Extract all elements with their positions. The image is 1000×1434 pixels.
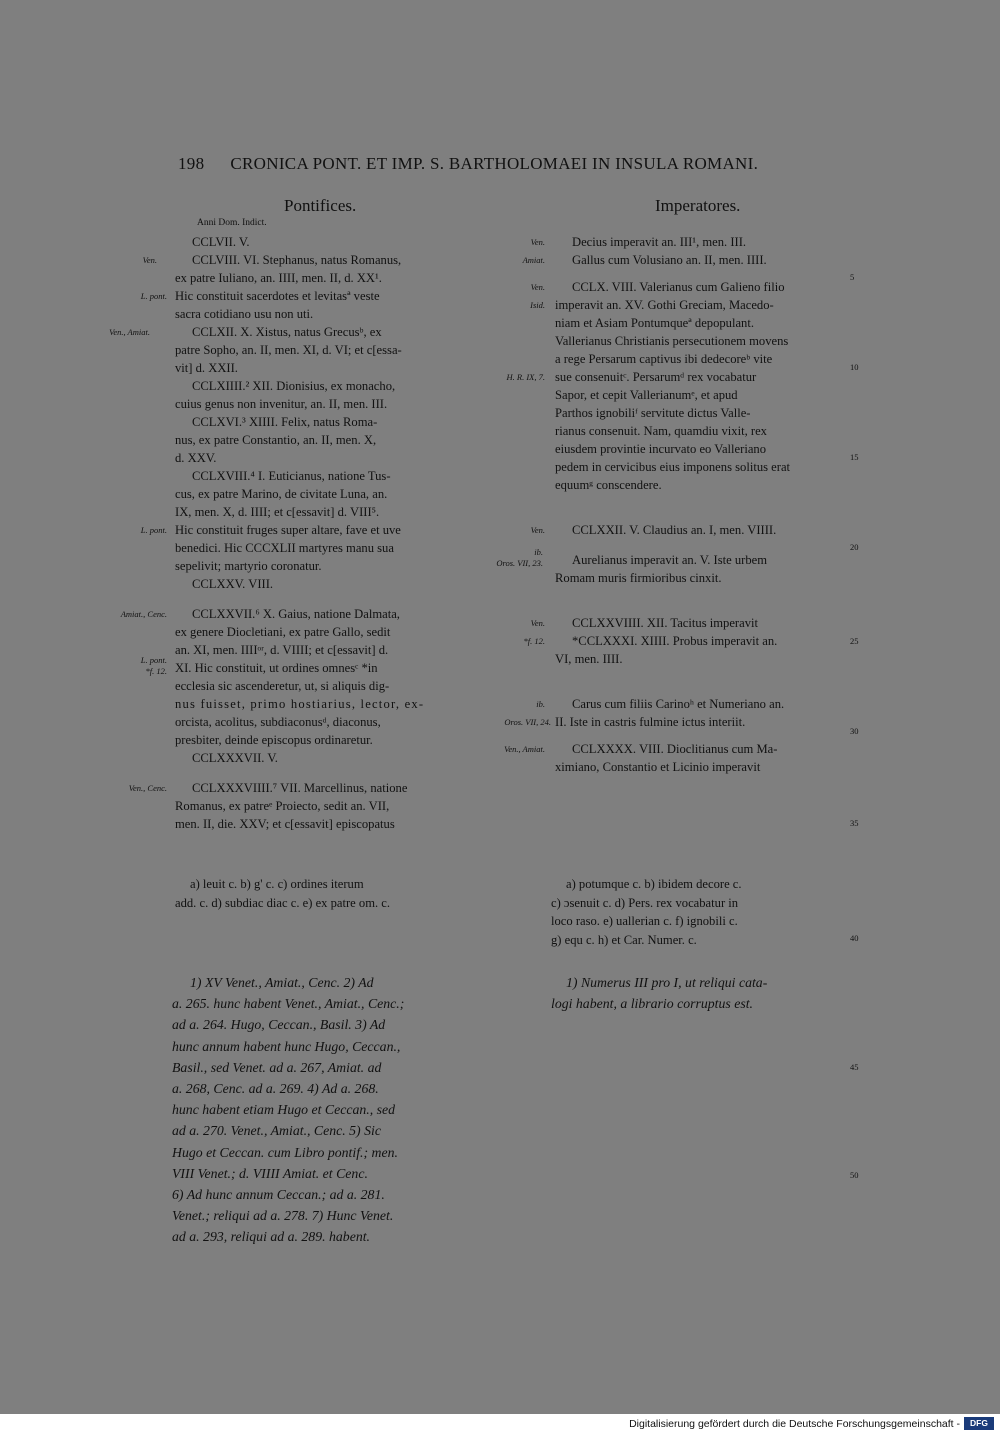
text-line: Ven., Amiat. CCLXII. X. Xistus, natus Grecusᵇ, ex [175, 323, 470, 341]
text-line: Sapor, et cepit Vallerianumᵉ, et apud [555, 388, 738, 402]
text-line: d. XXV. [175, 451, 217, 465]
text-line: nus, ex patre Constantio, an. II, men. X, [175, 433, 377, 447]
text-line: Vallerianus Christianis persecutionem movens [555, 334, 789, 348]
line-number: 30 [850, 726, 859, 736]
text-line: Ven. CCLX. VIII. Valerianus cum Galieno filio [555, 278, 850, 296]
spacer [555, 539, 850, 551]
margin-note: Oros. VII, 23. [496, 558, 543, 568]
footnote-line: a. 265. hunc habent Venet., Amiat., Cenc.; [172, 996, 405, 1012]
text-line: cus, ex patre Marino, de civitate Luna, an. [175, 487, 388, 501]
margin-note: Ven. [530, 525, 545, 535]
line-number: 5 [850, 272, 855, 282]
footnote-line: hunc annum habent hunc Hugo, Ceccan., [172, 1038, 401, 1054]
text-line: Ven., Cenc. CCLXXXVIIII.⁷ VII. Marcellinus, natione [175, 779, 470, 797]
text-line: patre Sopho, an. II, men. XI, d. VI; et c[essa- [175, 343, 402, 357]
text-line: ecclesia sic ascenderetur, ut, si aliquis dig- [175, 679, 390, 693]
line-number: 25 [850, 636, 859, 646]
text-line: pedem in cervicibus eius imponens solitus erat [555, 460, 791, 474]
apparatus-line: a) leuit c. b) g' c. c) ordines iterum [190, 877, 364, 891]
text-line: ex patre Iuliano, an. IIII, men. II, d. XX¹. [175, 271, 382, 285]
text-line: ib. Oros. VII, 23. Aurelianus imperavit an. V. Iste urbem [555, 551, 850, 569]
margin-note: *f. 12. [523, 636, 545, 646]
spacer [555, 731, 850, 740]
line-number: 10 [850, 362, 859, 372]
margin-note: Ven. [530, 237, 545, 247]
apparatus-line: g) equ c. h) et Car. Numer. c. [551, 932, 697, 947]
digitization-footer [0, 1414, 1000, 1434]
text-line: ximiano, Constantio et Licinio imperavit [555, 760, 761, 774]
margin-note: H. R. IX, 7. [506, 372, 545, 382]
apparatus-line: loco raso. e) uallerian c. f) ignobili c. [551, 914, 738, 928]
text-line: L. pont. Hic constituit fruges super altare, fave et uve [175, 521, 470, 539]
page-number: 198 [178, 154, 205, 173]
footnote-line: 1) XV Venet., Amiat., Cenc. 2) Ad [190, 975, 374, 990]
footnote-line: logi habent, a librario corruptus est. [551, 996, 753, 1012]
text-line: niam et Asiam Pontumqueª depopulant. [555, 316, 755, 330]
text-line: IX, men. X, d. IIII; et c[essavit] d. VIII⁵. [175, 505, 380, 519]
heading-pontifices: Pontifices. [284, 196, 357, 215]
running-title: CRONICA PONT. ET IMP. S. BARTHOLOMAEI IN INSULA ROMANI. [230, 154, 759, 173]
margin-note: Ven. [530, 282, 545, 292]
text-line: Parthos ignobiliᶠ servitute dictus Valle- [555, 406, 751, 420]
text-line: eiusdem provintie incurvato eo Valleriano [555, 442, 766, 456]
footnote-line: ad a. 264. Hugo, Ceccan., Basil. 3) Ad [172, 1017, 386, 1033]
spacer [555, 269, 850, 278]
text-line: VI, men. IIII. [555, 652, 623, 666]
spacer [555, 587, 850, 614]
line-number: 50 [850, 1170, 859, 1180]
margin-note: L. pont. [140, 655, 167, 665]
spacer [175, 593, 470, 605]
line-number: 20 [850, 542, 859, 552]
text-line: orcista, acolitus, subdiaconusᵈ, diaconus, [175, 715, 381, 729]
text-line: benedici. Hic CCCXLII martyres manu sua [175, 541, 394, 555]
text-line: Ven., Amiat. CCLXXXX. VIII. Dioclitianus cum Ma- [555, 740, 850, 758]
text-line: CCLXXV. VIII. [192, 577, 274, 591]
margin-note: ib. [534, 547, 543, 557]
text-line: rianus consenuit. Nam, quamdiu vixit, rex [555, 424, 767, 438]
footnote-line: Hugo et Ceccan. cum Libro pontif.; men. [172, 1144, 398, 1160]
text-line: *f. 12. *CCLXXXI. XIIII. Probus imperavit an. [555, 632, 850, 650]
margin-note: Isid. [530, 300, 545, 310]
margin-note: Ven. [142, 255, 157, 265]
text-line: Ven. CCLXXVIIII. XII. Tacitus imperavit [555, 614, 850, 632]
footnote-line: VIII Venet.; d. VIIII Amiat. et Cenc. [172, 1165, 368, 1181]
footer-text: Digitalisierung gefördert durch die Deutsche Forschungsgemeinschaft - [629, 1418, 960, 1430]
text-line: Amiat. Gallus cum Volusiano an. II, men. IIII. [555, 251, 850, 269]
text-line: CCLVII. V. [192, 235, 250, 249]
column-subheading: Anni Dom. Indict. [197, 218, 267, 228]
footnotes-left [172, 972, 472, 1248]
text-line: Ven. CCLXXII. V. Claudius an. I, men. VIIII. [555, 521, 850, 539]
right-column [496, 233, 850, 776]
text-line: CCLXVIII.⁴ I. Euticianus, natione Tus- [192, 469, 391, 483]
footnote-line: Basil., sed Venet. ad a. 267, Amiat. ad [172, 1059, 382, 1075]
heading-imperatores: Imperatores. [655, 196, 741, 215]
text-line: Isid. imperavit an. XV. Gothi Greciam, Macedo- [555, 296, 850, 314]
text-line: L. pont. *f. 12. XI. Hic constituit, ut ordines omnesᶜ *in [175, 659, 470, 677]
apparatus-left [175, 875, 470, 912]
text-line: ex genere Diocletiani, ex patre Gallo, sedit [175, 625, 391, 639]
text-line: men. II, die. XXV; et c[essavit] episcopatus [175, 817, 395, 831]
text-line: Ven. Decius imperavit an. III¹, men. III. [555, 233, 850, 251]
text-line: L. pont. Hic constituit sacerdotes et levitasª veste [175, 287, 470, 305]
apparatus-right [551, 875, 851, 949]
footnote-line: a. 268, Cenc. ad a. 269. 4) Ad a. 268. [172, 1081, 379, 1097]
left-column [109, 233, 470, 833]
text-line: equumᵍ conscendere. [555, 478, 662, 492]
apparatus-line: a) potumque c. b) ibidem decore c. [566, 877, 742, 891]
text-line: sacra cotidiano usu non uti. [175, 307, 314, 321]
margin-note: Ven., Amiat. [109, 327, 150, 337]
footnote-line: ad a. 293, reliqui ad a. 289. habent. [172, 1229, 370, 1245]
footnote-line: Venet.; reliqui ad a. 278. 7) Hunc Venet. [172, 1208, 394, 1224]
text-line: vit] d. XXII. [175, 361, 238, 375]
text-line: CCLXXXVII. V. [192, 751, 278, 765]
footnote-line: 6) Ad hunc annum Ceccan.; ad a. 281. [172, 1187, 385, 1203]
text-line: CCLXIIII.² XII. Dionisius, ex monacho, [192, 379, 396, 393]
text-line: Romanus, ex patreᵉ Proiecto, sedit an. VII, [175, 799, 390, 813]
margin-note: Ven., Amiat. [504, 744, 545, 754]
footnote-line: hunc habent etiam Hugo et Ceccan., sed [172, 1102, 395, 1118]
margin-note: L. pont. [140, 525, 167, 535]
text-line: cuius genus non invenitur, an. II, men. III. [175, 397, 388, 411]
margin-note: Oros. VII, 24. [504, 717, 551, 727]
margin-note: Ven. [530, 618, 545, 628]
text-line: a rege Persarum captivus ibi dedecoreᵇ vite [555, 352, 773, 366]
folio-note: *f. 12. [145, 666, 167, 676]
line-number: 35 [850, 818, 859, 828]
spacer [555, 668, 850, 695]
text-line: CCLXVI.³ XIIII. Felix, natus Roma- [192, 415, 378, 429]
text-line: an. XI, men. IIIIᵒʳ, d. VIIII; et c[essavit] d. [175, 643, 389, 657]
margin-note: Amiat. [522, 255, 545, 265]
footnote-line: 1) Numerus III pro I, ut reliqui cata- [566, 975, 768, 990]
margin-note: L. pont. [140, 291, 167, 301]
margin-note: Ven., Cenc. [128, 783, 167, 793]
text-line: presbiter, deinde episcopus ordinaretur. [175, 733, 373, 747]
line-number: 45 [850, 1062, 859, 1072]
apparatus-line: c) ɔsenuit c. d) Pers. rex vocabatur in [551, 895, 739, 910]
running-header [178, 154, 798, 174]
spacer [555, 494, 850, 521]
text-line: Romam muris firmioribus cinxit. [555, 571, 722, 585]
spacer [175, 767, 470, 779]
text-line: sepelivit; martyrio coronatur. [175, 559, 322, 573]
line-number: 15 [850, 452, 859, 462]
text-line: Ven. CCLVIII. VI. Stephanus, natus Romanus, [175, 251, 470, 269]
margin-note: ib. [536, 699, 545, 709]
footnote-line: ad a. 270. Venet., Amiat., Cenc. 5) Sic [172, 1123, 381, 1139]
text-line: nus fuisset, primo hostiarius, lector, ex- [175, 697, 425, 711]
apparatus-line: add. c. d) subdiac diac c. e) ex patre om. c. [175, 895, 391, 910]
text-line: ib. Carus cum filiis Carinoʰ et Numeriano an. [555, 695, 850, 713]
line-number: 40 [850, 933, 859, 943]
dfg-logo: DFG [964, 1417, 994, 1430]
footnotes-right [551, 972, 851, 1014]
text-line: Oros. VII, 24. II. Iste in castris fulmine ictus interiit. [555, 713, 850, 731]
margin-note: Amiat., Cenc. [120, 609, 167, 619]
text-line: H. R. IX, 7. sue consenuitᶜ. Persarumᵈ rex vocabatur [555, 368, 850, 386]
text-line: Amiat., Cenc. CCLXXVII.⁶ X. Gaius, natione Dalmata, [175, 605, 470, 623]
